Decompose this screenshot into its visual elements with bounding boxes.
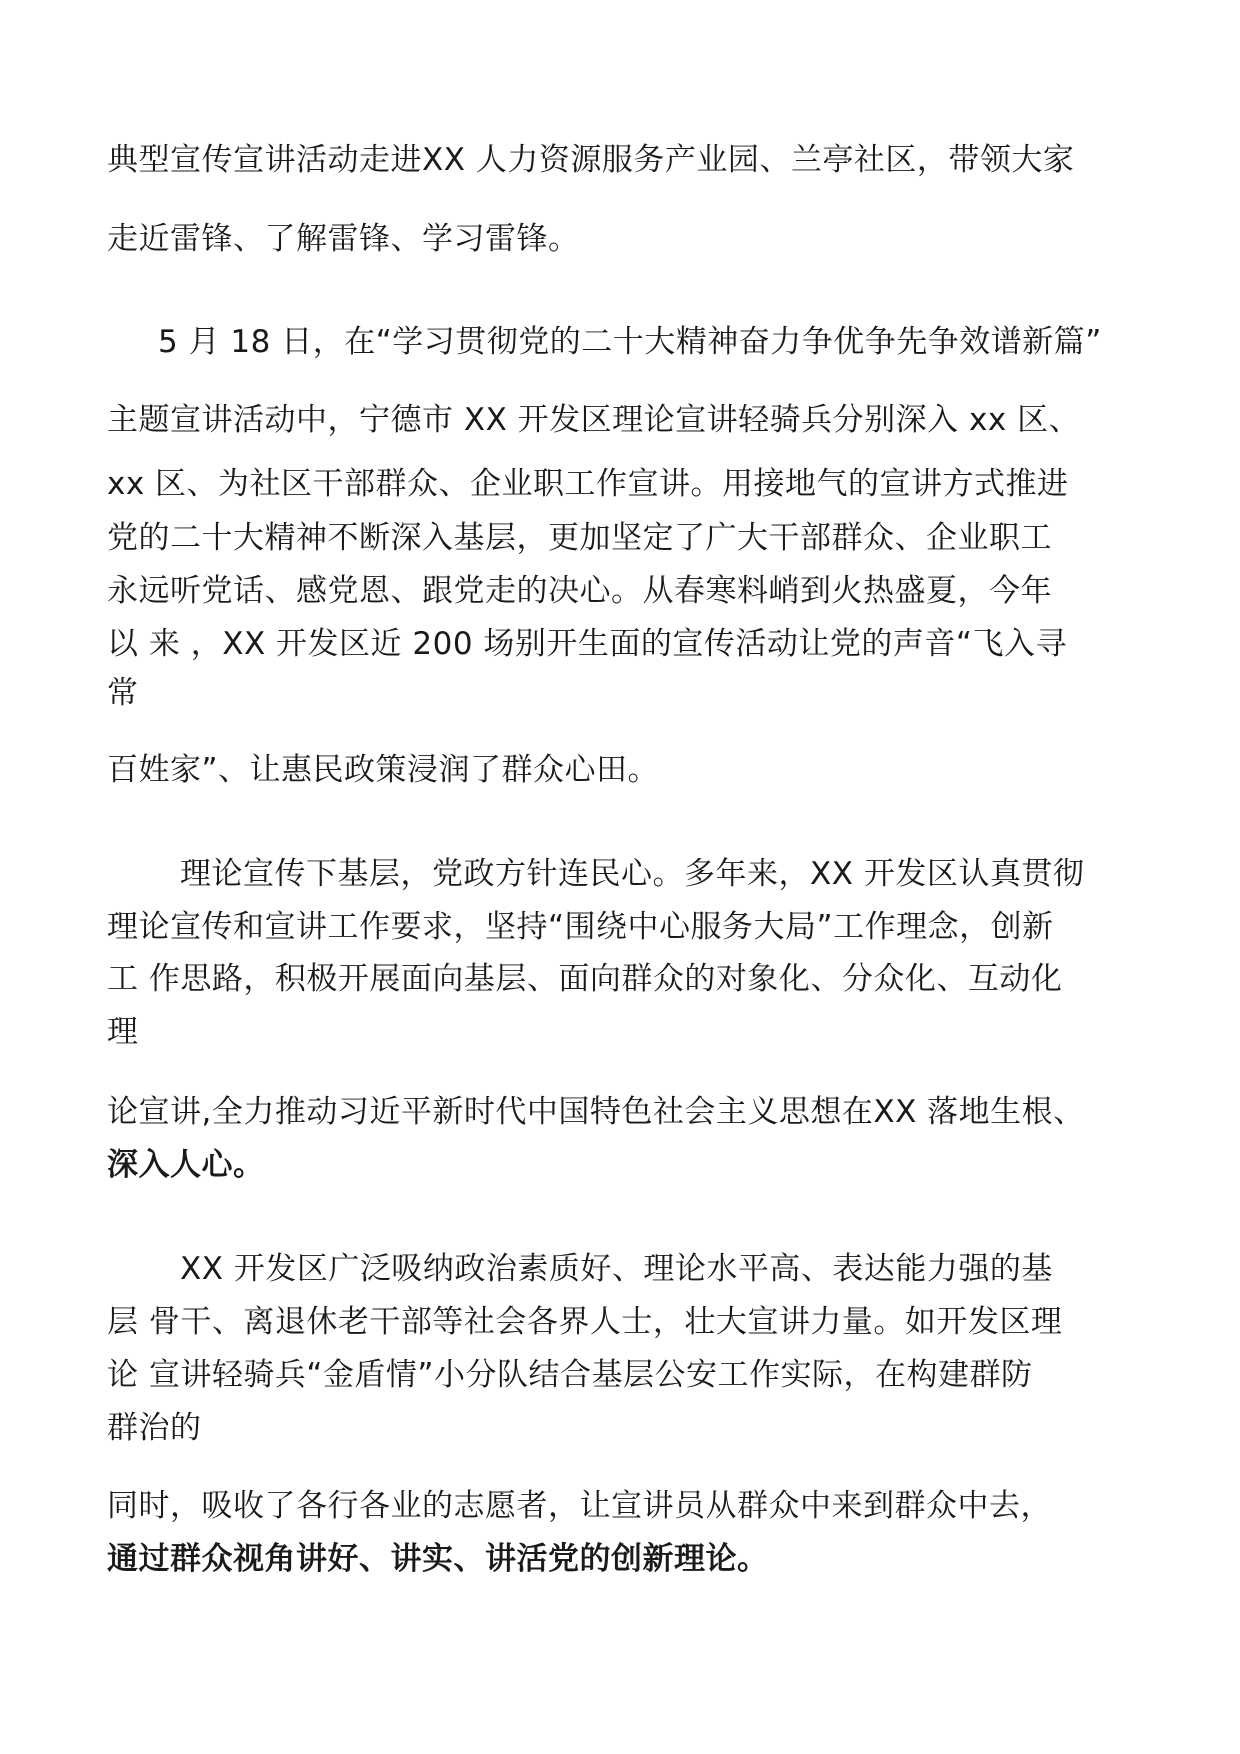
paragraph-start-line: XX 开发区广泛吸纳政治素质好、理论水平高、表达能力强的基 — [180, 1251, 1053, 1287]
text-line: 百姓家”、让惠民政策浸润了群众心田。 — [107, 752, 660, 788]
text-line: 论 宣讲轻骑兵“金盾情”小分队结合基层公安工作实际，在构建群防 — [107, 1357, 1033, 1393]
text-line: 群治的 — [107, 1410, 202, 1446]
text-line: 理论宣传和宣讲工作要求，坚持“围绕中心服务大局”工作理念，创新 — [107, 909, 1054, 945]
text-line: 层 骨干、离退休老干部等社会各界人士，壮大宣讲力量。如开发区理 — [107, 1304, 1063, 1340]
text-line: 理 — [107, 1014, 139, 1050]
paragraph-start-line: 5 月 18 日，在“学习贯彻党的二十大精神奋力争优争先争效谱新篇” — [158, 324, 1102, 360]
text-line: 典型宣传宣讲活动走进ⅩⅩ 人力资源服务产业园、兰亭社区，带领大家 — [107, 142, 1075, 178]
text-line: 同时，吸收了各行各业的志愿者，让宣讲员从群众中来到群众中去， — [107, 1488, 1052, 1524]
paragraph-start-line: 理论宣传下基层，党政方针连民心。多年来，ⅩⅩ 开发区认真贯彻 — [180, 856, 1085, 892]
text-line: 永远听党话、感党恩、跟党走的决心。从春寒料峭到火热盛夏，今年 — [107, 573, 1052, 609]
text-line: 论宣讲,全力推动习近平新时代中国特色社会主义思想在ⅩⅩ 落地生根、 — [107, 1094, 1085, 1130]
bold-text-line: 通过群众视角讲好、讲实、讲活党的创新理论。 — [107, 1541, 769, 1577]
text-line: 党的二十大精神不断深入基层，更加坚定了广大干部群众、企业职工 — [107, 520, 1052, 556]
text-line: 主题宣讲活动中，宁德市 XX 开发区理论宣讲轻骑兵分别深入 xx 区、 — [107, 402, 1081, 438]
text-line: 工 作思路，积极开展面向基层、面向群众的对象化、分众化、互动化 — [107, 961, 1063, 997]
text-line: 常 — [107, 675, 139, 711]
bold-text-line: 深入人心。 — [107, 1147, 265, 1183]
text-line: 以 来 ，XX 开发区近 200 场别开生面的宣传活动让党的声音“飞入寻 — [107, 626, 1067, 662]
text-line: 走近雷锋、了解雷锋、学习雷锋。 — [107, 221, 580, 257]
text-line: xx 区、为社区干部群众、企业职工作宣讲。用接地气的宣讲方式推进 — [107, 466, 1069, 502]
